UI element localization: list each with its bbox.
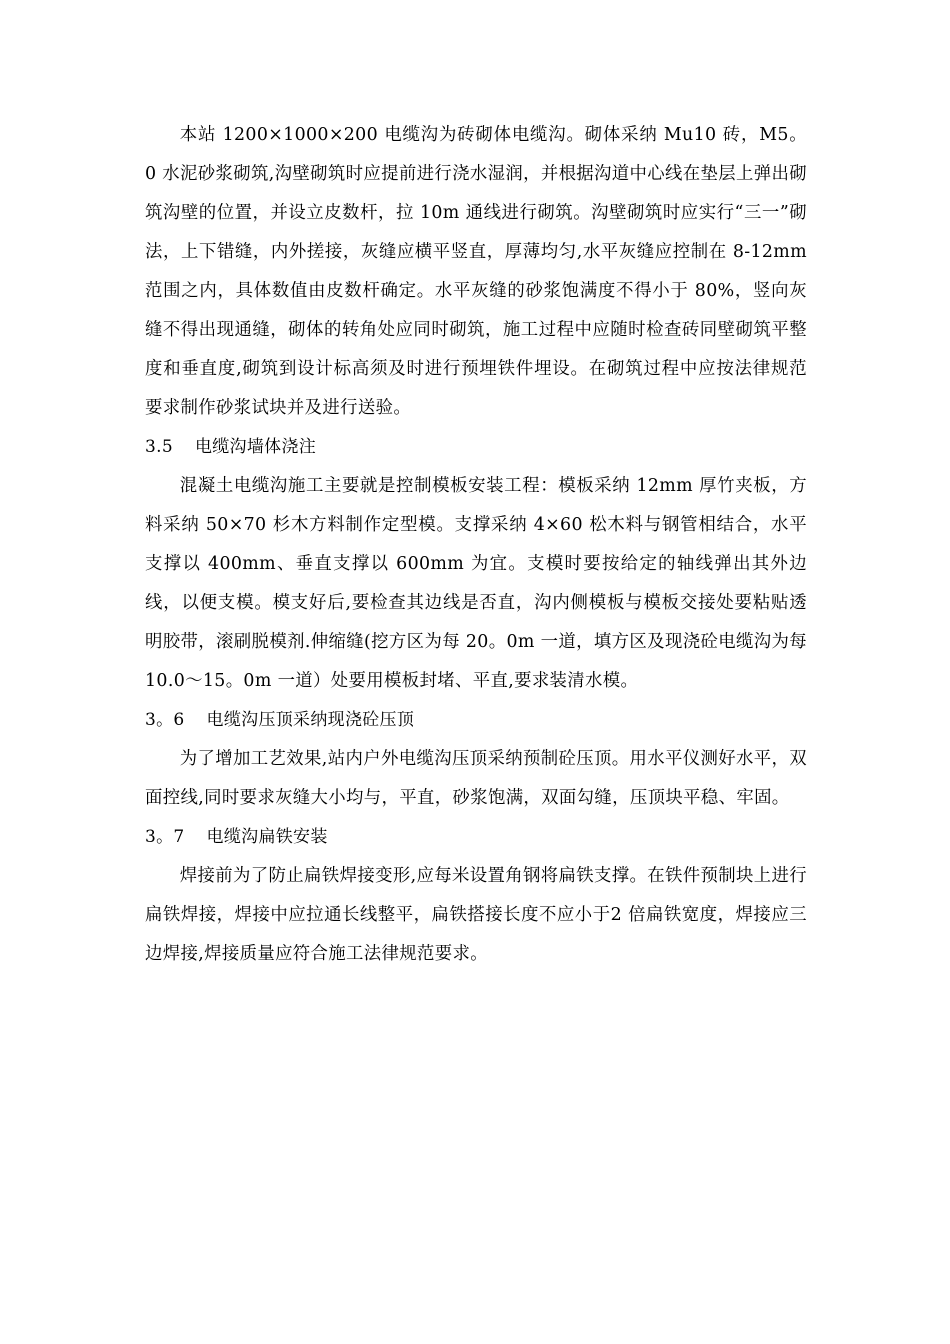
paragraph-coping: 为了增加工艺效果,站内户外电缆沟压顶采纳预制砼压顶。用水平仪测好水平，双面控线,同时要求灰缝大小均与，平直，砂浆饱满，双面勾缝，压顶块平稳、牢固。 xyxy=(145,749,807,808)
section-heading-3-5 xyxy=(145,428,807,467)
paragraph-flat-iron: 焊接前为了防止扁铁焊接变形,应每米设置角钢将扁铁支撑。在铁件预制块上进行扁铁焊接，焊接中应拉通长线整平，扁铁搭接长度不应小于2 倍扁铁宽度，焊接应三边焊接,焊接质量应符合施工法律规范要求。 xyxy=(145,866,807,964)
section-title: 电缆沟墙体浇注 xyxy=(194,437,317,457)
paragraph-formwork: 混凝土电缆沟施工主要就是控制模板安装工程：模板采纳 12mm 厚竹夹板，方料采纳 50×70 杉木方料制作定型模。支撑采纳 4×60 松木料与钢管相结合，水平支撑以 400mm、垂直支撑以 600mm 为宜。支模时要按给定的轴线弹出其外边线，以便支模。模支好后,要检查其边线是否直，沟内侧模板与模板交接处要粘贴透明胶带，滚刷脱模剂.伸缩缝(挖方区为每 20。0m 一道，填方区及现浇砼电缆沟为每 10.0～15。0m 一道）处要用模板封堵、平直,要求装清水模。 xyxy=(145,476,807,691)
section-number: 3。6 xyxy=(145,710,185,730)
section-number: 3.5 xyxy=(145,437,173,457)
section-title: 电缆沟扁铁安装 xyxy=(206,827,328,847)
section-title: 电缆沟压顶采纳现浇砼压顶 xyxy=(206,710,415,730)
paragraph-brick-masonry: 本站 1200×1000×200 电缆沟为砖砌体电缆沟。砌体采纳 Mu10 砖，M5。0 水泥砂浆砌筑,沟壁砌筑时应提前进行浇水湿润，并根据沟道中心线在垫层上弹出砌筑沟壁的位置，并设立皮数杆，拉 10m 通线进行砌筑。沟壁砌筑时应实行“三一”砌法，上下错缝，内外搓接，灰缝应横平竖直，厚薄均匀,水平灰缝应控制在 8-12mm 范围之内，具体数值由皮数杆确定。水平灰缝的砂浆饱满度不得小于 80%，竖向灰缝不得出现通缝，砌体的转角处应同时砌筑，施工过程中应随时检查砖同壁砌筑平整度和垂直度,砌筑到设计标高须及时进行预埋铁件埋设。在砌筑过程中应按法律规范要求制作砂浆试块并及进行送验。 xyxy=(145,125,807,418)
document-body xyxy=(145,116,807,974)
section-heading-3-7 xyxy=(145,818,807,857)
section-number: 3。7 xyxy=(145,827,185,847)
section-heading-3-6 xyxy=(145,701,807,740)
